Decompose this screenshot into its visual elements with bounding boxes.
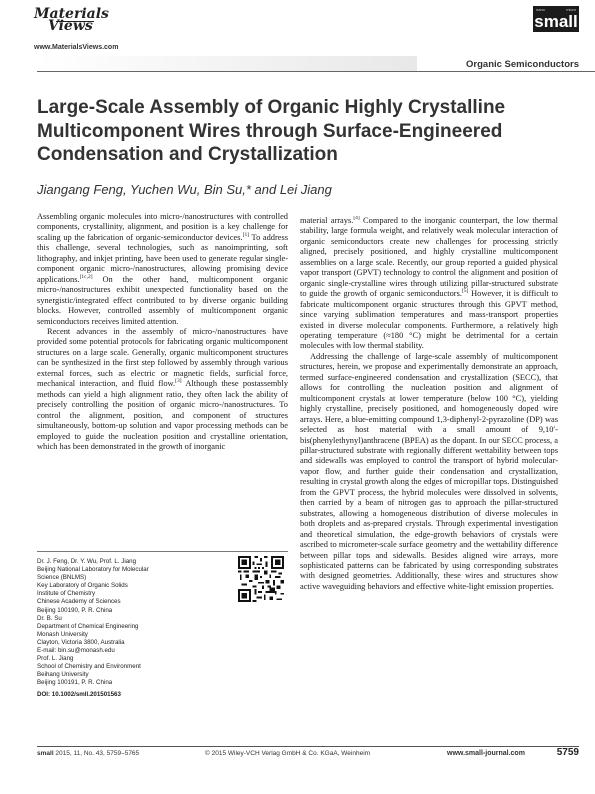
affiliation-line: Beijing 100190, P. R. China: [37, 606, 113, 614]
affiliation-divider: [37, 551, 288, 552]
publisher-url[interactable]: www.MaterialsViews.com: [34, 44, 119, 51]
citation: [1]: [242, 232, 250, 239]
affiliation-line: Prof. L. Jiang: [37, 655, 74, 663]
logo-micro-right: micro: [566, 7, 576, 12]
article-title: Large-Scale Assembly of Organic Highly Crystalline Multicomponent Wires through Surface-Engineered Condensation and Crystallization: [37, 97, 506, 165]
copyright: © 2015 Wiley-VCH Verlag GmbH & Co. KGaA, Weinheim: [205, 750, 371, 757]
journal-url[interactable]: www.small-journal.com: [447, 750, 525, 757]
citation: [5]: [461, 288, 469, 295]
journal-logo-text: small: [534, 12, 578, 31]
paragraph: Addressing the challenge of large-scale assembly of multicomponent structures, herein, we propose and experimentally demonstrate an approach, termed surface-engineered condensation and crystallization (SECC), that allows for controlling the nucleation position and alignment of multicomponent crystals at lower temperature (below 100 °C), yielding highly crystalline, precisely positioned, and homogeneously doped wire arrays. Here, a blue-emitting compound 1,3-diphenyl-2-pyrazoline (DP) was selected as host material with a small amount of 9,10′-bis(phenylethynyl)anthracene (BPEA) as the dopant. In our SECC process, a pillar-structured substrate with regionally different wettability between tops and sidewalls was employed to control the transport of hybrid molecular-vapor flow, and further guide their condensation and crystallization, resulting in crystal growth along the edges of micropillar tops. Distinguished from the GPVT process, the hybrid molecules were dissolved in solvents, then carried by a beam of nitrogen gas to approach the pillar-structured substrates, allowing a homogeneous distribution of diverse molecules in both droplets and as-prepared crystals. Through experimental investigation and theoretical simulation, the edge-growth behaviors of crystals were ascribed to micrometer-scale surface geometry and the wettability difference between pillar tops and sidewalls. Besides aligned wire arrays, more sophisticated patterns can be fabricated by using corresponding substrates with designed geometries. Additionally, these wires and structures show active waveguiding behaviors and effective white-light emission properties.: [300, 351, 558, 591]
logo-micro-left: nano: [536, 7, 545, 12]
affiliation-line: Beijing 100191, P. R. China: [37, 679, 113, 687]
page-number: 5759: [556, 747, 579, 758]
footer-divider: [37, 746, 579, 747]
affiliation-line: Dr. J. Feng, Dr. Y. Wu, Prof. L. Jiang: [37, 558, 137, 565]
affiliation-line: Chinese Academy of Sciences: [37, 598, 121, 606]
materials-views-logo: [34, 6, 109, 42]
paragraph: material arrays.[4] Compared to the inorganic counterpart, the low thermal stability, large formula weight, and relatively weak molecular interaction of organic semiconductors create new challenges for processing strictly aligned, precisely positioned, and highly crystalline multicomponent assemblies on a large scale. Recently, our group reported a guided physical vapor transport (GPVT) technology to control the alignment and position of organic single-crystalline wires through utilizing pillar-structured substrate to guide the growth of organic semiconductors.[5] However, it is difficult to fabricate multicomponent organic structures through this GPVT method, since varying sublimation temperatures and mass-transport properties existed in diverse molecular components. Furthermore, a relatively high operating temperature (≈180 °C) might be detrimental for a certain molecules with low thermal stability.: [300, 216, 558, 351]
citation-journal: small: [37, 750, 54, 757]
affiliation-line: Science (BNLMS): [37, 574, 87, 582]
citation: [3]: [175, 378, 182, 385]
paragraph: Assembling organic molecules into micro-/nanostructures with controlled components, crystallinity, alignment, and position is a key challenge for scaling up the fabrication of organic-semiconductor devices.[1] To address this challenge, several technologies, such as nanoimprinting, soft lithography, and inkjet printing, have been used to generate regular single-component organic micro-/nanostructures, allowing promising device applications.[1c,2] On the other hand, multicomponent organic micro-/nanostructures exhibit unexpected functionality based on the synergistic/integrated effect contributed to by diverse organic building blocks. However, controlled assembly of multicomponent organic semiconductors receives limited attention.: [37, 212, 288, 326]
affiliations: [37, 558, 217, 699]
logo-line2: Views: [48, 18, 93, 34]
author-list: Jiangang Feng, Yuchen Wu, Bin Su,* and Lei Jiang: [37, 182, 332, 197]
affiliation-line: Key Laboratory of Organic Solids: [37, 582, 128, 590]
body-column-left: [37, 212, 288, 544]
doi[interactable]: DOI: 10.1002/smll.201501563: [37, 690, 121, 698]
affiliation-line: School of Chemistry and Environment: [37, 663, 141, 671]
journal-logo: [533, 6, 579, 32]
affiliation-line: Beijing National Laboratory for Molecular: [37, 566, 149, 574]
citation-details: 2015, 11, No. 43, 5759–5765: [53, 750, 140, 757]
paragraph: Recent advances in the assembly of micro-/nanostructures have provided some potential protocols for fabricating organic multicomponent structures on a large scale. Generally, organic multicomponent structures can be synthesized in the first step followed by assembly through various external forces, such as electric or magnetic fields, surficial force, mechanical interaction, and fluid flow.[3] Although these postassembly methods can yield a high alignment ratio, they often lack the ability of precisely controlling the position of organic micro-/nanostructures. To control the alignment, position, and component of structures simultaneously, bottom-up solution and vapor processing methods can be employed to guide the nucleation position and crystalline orientation, which has been demonstrated in the growth of inorganic: [37, 326, 288, 451]
affiliation-line: Monash University: [37, 630, 88, 638]
citation-line: [37, 750, 139, 757]
affiliation-line: Institute of Chemistry: [37, 590, 96, 598]
affiliation-line: Clayton, Victoria 3800, Australia: [37, 638, 125, 646]
affiliation-email[interactable]: E-mail: bin.su@monash.edu: [37, 647, 115, 655]
body-column-right: [300, 216, 558, 738]
qr-code-icon[interactable]: [238, 556, 284, 602]
citation: [1c,2]: [79, 273, 93, 280]
affiliation-line: Beihang University: [37, 671, 89, 679]
affiliation-line: Department of Chemical Engineering: [37, 622, 139, 630]
section-label: Organic Semiconductors: [466, 59, 579, 70]
citation: [4]: [353, 216, 360, 222]
affiliation-line: Dr. B. Su: [37, 614, 62, 622]
logo-line1: Materials: [34, 6, 109, 22]
